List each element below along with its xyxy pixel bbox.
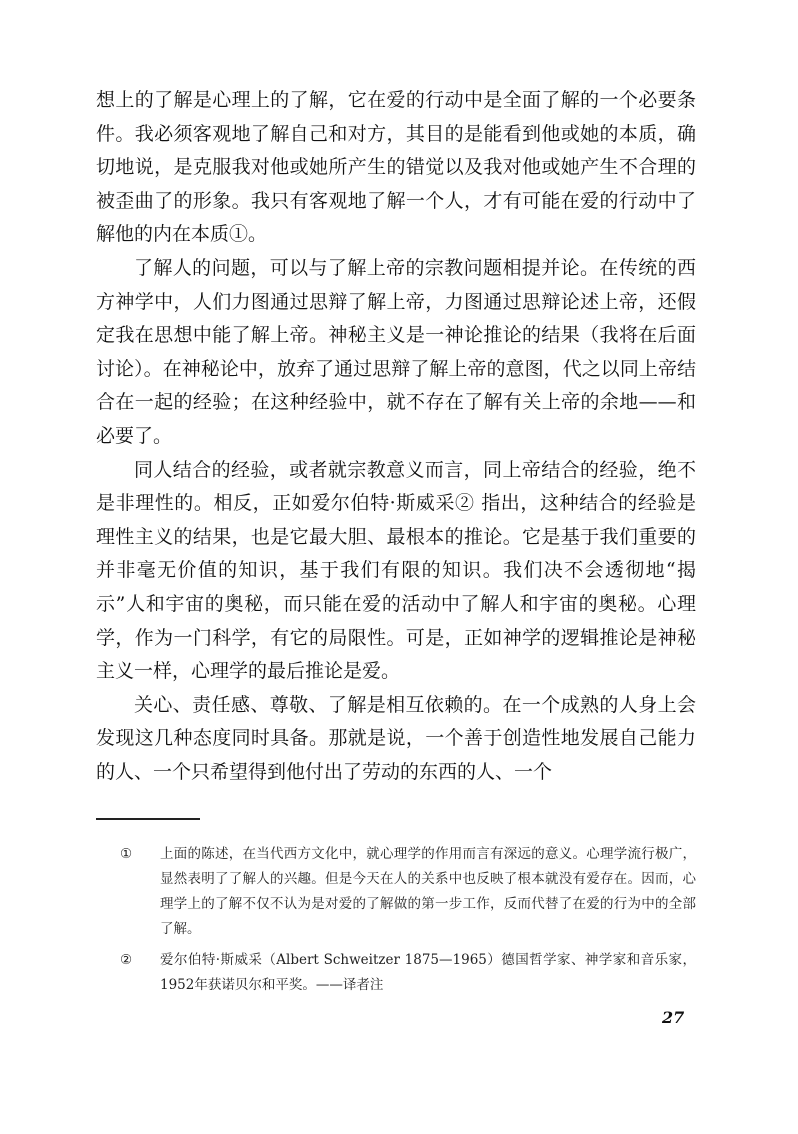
footnote-1-text: 上面的陈述，在当代西方文化中，就心理学的作用而言有深远的意义。心理学流行极广，显然表明了了解人的兴趣。但是今天在人的关系中也反映了根本就没有爱存在。因而，心理学上的了解不仅不认为是对爱的了解做的第一步工作，反而代替了在爱的行为中的全部了解。 (160, 846, 696, 937)
footnote-2 (120, 948, 696, 998)
paragraph-4: 关心、责任感、尊敬、了解是相互依赖的。在一个成熟的人身上会发现这几种态度同时具备。那就是说，一个善于创造性地发展自己能力的人、一个只希望得到他付出了劳动的东西的人、一个 (96, 693, 696, 783)
footnote-2-mark: ② (120, 952, 133, 968)
main-text (96, 84, 696, 789)
paragraph-1: 想上的了解是心理上的了解，它在爱的行动中是全面了解的一个必要条件。我必须客观地了解自己和对方，其目的是能看到他或她的本质，确切地说，是克服我对他或她所产生的错觉以及我对他或她产生不合理的被歪曲了的形象。我只有客观地了解一个人，才有可能在爱的行动中了解他的内在本质①。 (96, 89, 696, 246)
paragraph-3: 同人结合的经验，或者就宗教意义而言，同上帝结合的经验，绝不是非理性的。相反，正如爱尔伯特·斯威采② 指出，这种结合的经验是理性主义的结果，也是它最大胆、最根本的推论。它是基于我们重要的并非毫无价值的知识，基于我们有限的知识。我们决不会透彻地“揭示”人和宇宙的奥秘，而只能在爱的活动中了解人和宇宙的奥秘。心理学，作为一门科学，有它的局限性。可是，正如神学的逻辑推论是神秘主义一样，心理学的最后推论是爱。 (96, 458, 696, 683)
footnote-divider (96, 818, 200, 820)
footnote-1 (120, 842, 696, 942)
footnote-2-text: 爱尔伯特·斯威采（Albert Schweitzer 1875—1965）德国哲学家、神学家和音乐家，1952年获诺贝尔和平奖。——译者注 (160, 952, 696, 993)
paragraph-2: 了解人的问题，可以与了解上帝的宗教问题相提并论。在传统的西方神学中，人们力图通过思辩了解上帝，力图通过思辩论述上帝，还假定我在思想中能了解上帝。神秘主义是一神论推论的结果（我将在后面讨论）。在神秘论中，放弃了通过思辩了解上帝的意图，代之以同上帝结合在一起的经验；在这种经验中，就不存在了解有关上帝的余地——和必要了。 (96, 256, 696, 447)
footnotes (120, 842, 696, 1004)
footnote-1-mark: ① (120, 846, 133, 862)
page-number: 27 (662, 1008, 685, 1027)
